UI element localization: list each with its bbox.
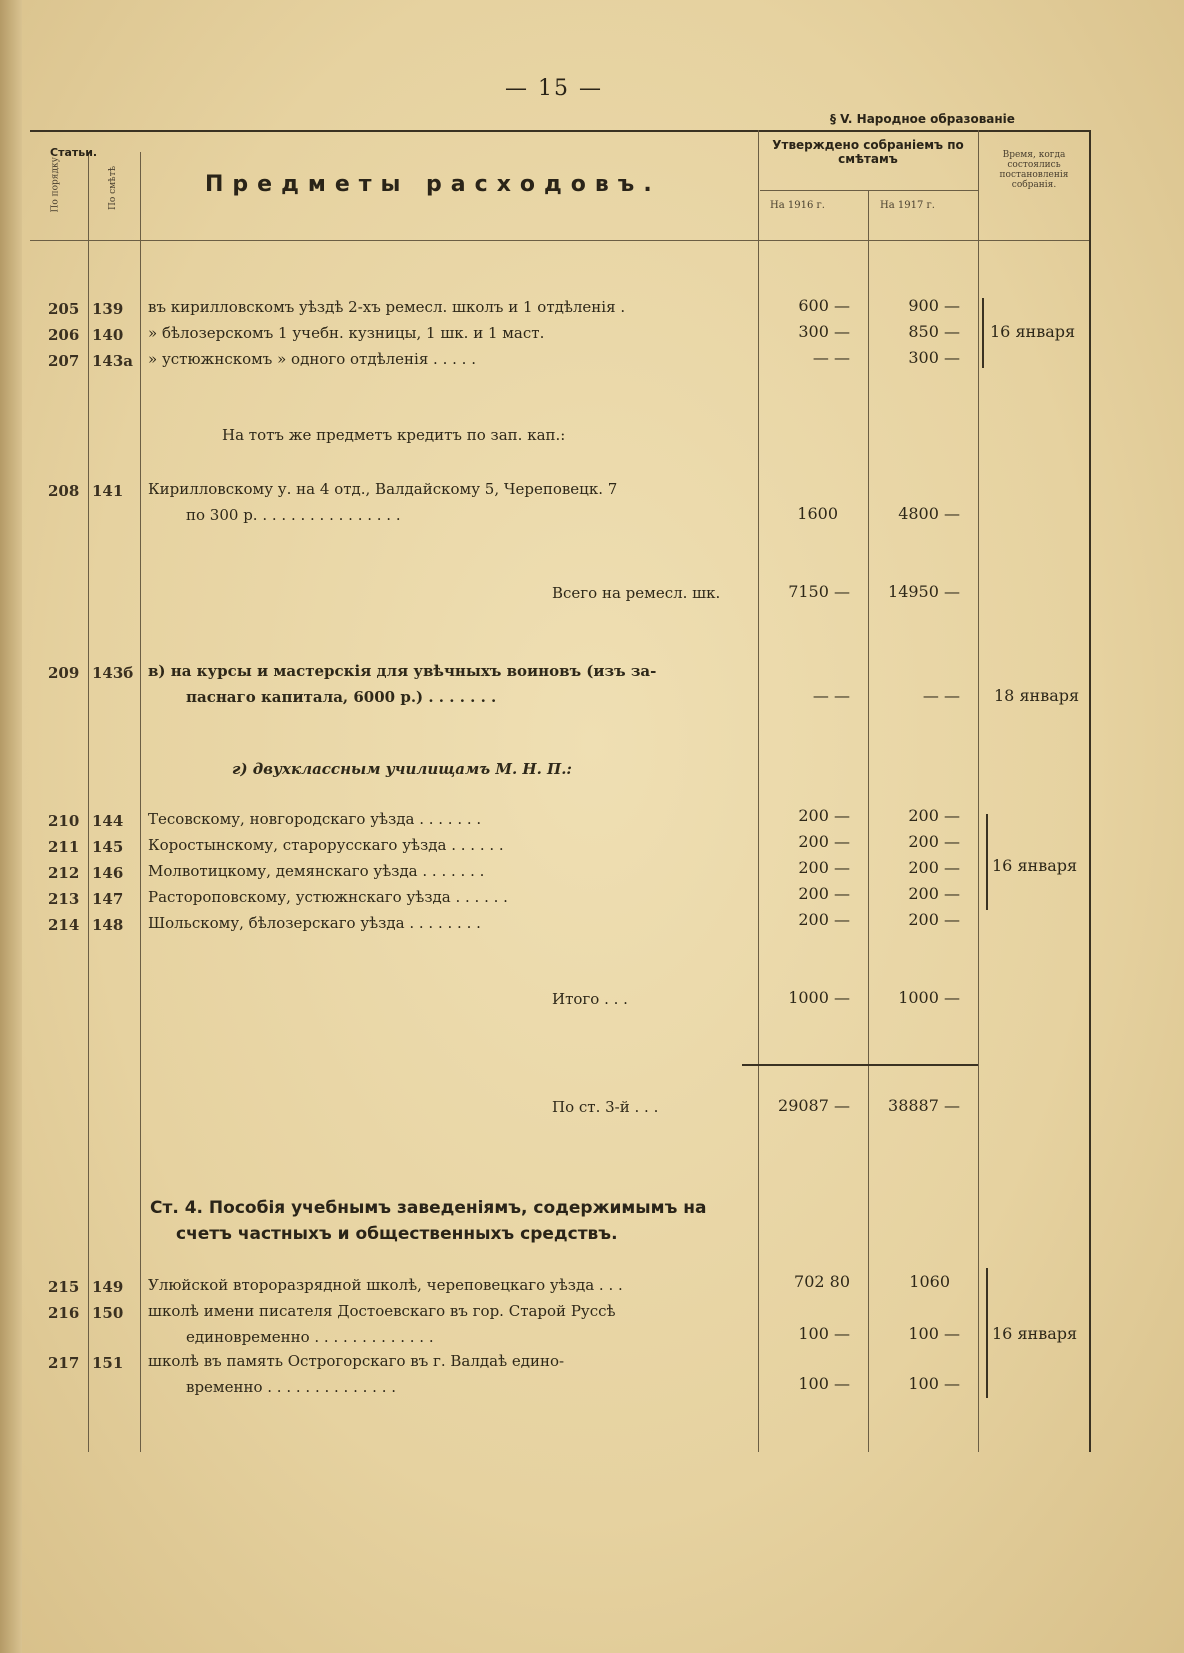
col-poryadku-header: По порядку [50, 157, 61, 213]
table-top-rule [30, 130, 1090, 132]
col-divider-4 [868, 190, 869, 1452]
sum-rule [742, 1064, 978, 1066]
header-bottom-rule [30, 240, 1090, 241]
amount-1917: — — [922, 686, 960, 705]
section-title: § V. Народное образованіе [830, 112, 1015, 126]
amount-1917: 1060 [909, 1272, 950, 1291]
amount-1916: — — [812, 348, 850, 367]
amount-1916: 200 — [798, 910, 850, 929]
row-text: » устюжнскомъ » одного отдѣленія . . . . . [148, 350, 476, 368]
group-brace [982, 298, 984, 368]
col-divider-5 [978, 130, 979, 1452]
row-s: 149 [92, 1278, 124, 1296]
amount-1916: 100 — [798, 1374, 850, 1393]
row-text: в) на курсы и мастерскія для увѣчныхъ воиновъ (изъ за- [148, 662, 657, 680]
stati-header: Статьи. [50, 146, 98, 159]
amount-1916: 600 — [798, 296, 850, 315]
row-n: 211 [48, 838, 80, 856]
row-text-continued: единовременно . . . . . . . . . . . . . [186, 1328, 434, 1346]
row-text: школѣ имени писателя Достоевскаго въ гор. Старой Руссѣ [148, 1302, 616, 1320]
amount-1916: 300 — [798, 322, 850, 341]
row-text-continued: паснаго капитала, 6000 р.) . . . . . . . [186, 688, 497, 706]
amount-1916: — — [812, 686, 850, 705]
col-divider-2 [140, 152, 141, 1452]
group-brace [986, 1268, 988, 1398]
table-right-rule [1089, 130, 1091, 1452]
row-s: 146 [92, 864, 124, 882]
row-n: 214 [48, 916, 80, 934]
row-s: 139 [92, 300, 124, 318]
row-n: 212 [48, 864, 80, 882]
approved-header: Утверждено собраніемъ по смѣтамъ [772, 138, 964, 166]
row-n: 217 [48, 1354, 80, 1372]
row-n: 206 [48, 326, 80, 344]
decision-date: 16 января [992, 1324, 1078, 1343]
row-s: 140 [92, 326, 124, 344]
col-divider-1 [88, 152, 89, 1452]
table-title: Предметы расходовъ. [205, 172, 661, 197]
amount-1917: 100 — [908, 1324, 960, 1343]
decision-date: 16 января [990, 322, 1076, 341]
amount-1916: 200 — [798, 806, 850, 825]
amount-1917: 200 — [908, 910, 960, 929]
row-s: 143а [92, 352, 134, 370]
row-s: 141 [92, 482, 124, 500]
amount-1917: 200 — [908, 884, 960, 903]
row-text: Тесовскому, новгородскаго уѣзда . . . . . . . [148, 810, 482, 828]
itogo-label: Итого . . . [552, 990, 628, 1008]
amount-1917: 850 — [908, 322, 960, 341]
row-n: 213 [48, 890, 80, 908]
row-s: 143б [92, 664, 134, 682]
amount-1917: 200 — [908, 858, 960, 877]
amount-1917: 900 — [908, 296, 960, 315]
row-n: 209 [48, 664, 80, 682]
amount-1917: 4800 — [898, 504, 960, 523]
year-1917-header: На 1917 г. [880, 200, 935, 211]
row-s: 144 [92, 812, 124, 830]
row-text: Шольскому, бѣлозерскаго уѣзда . . . . . . . . [148, 914, 481, 932]
row-n: 205 [48, 300, 80, 318]
row-n: 210 [48, 812, 80, 830]
row-text: въ кирилловскомъ уѣздѣ 2-хъ ремесл. школъ и 1 отдѣленія . [148, 298, 626, 316]
row-text-continued: временно . . . . . . . . . . . . . . [186, 1378, 396, 1396]
col-divider-3 [758, 130, 759, 1452]
amount-1917: 200 — [908, 832, 960, 851]
amount-1917: 200 — [908, 806, 960, 825]
col-smete-header: По смѣтѣ [108, 165, 118, 210]
amount-1916: 29087 — [778, 1096, 850, 1115]
amount-1917: 300 — [908, 348, 960, 367]
amount-1916: 702 80 [794, 1272, 850, 1291]
page-number: — 15 — [505, 76, 603, 101]
row-text: школѣ въ память Острогорскаго въ г. Валдаѣ едино- [148, 1352, 565, 1370]
row-text: Кирилловскому у. на 4 отд., Валдайскому 5, Череповецк. 7 [148, 480, 618, 498]
amount-1916: 200 — [798, 884, 850, 903]
year-1916-header: На 1916 г. [770, 200, 825, 211]
st4-heading-line2: счетъ частныхъ и общественныхъ средствъ. [176, 1224, 618, 1244]
page-binding-edge [0, 0, 22, 1653]
amount-1917: 38887 — [888, 1096, 960, 1115]
row-text: Коростынскому, старорусскаго уѣзда . . . . . . [148, 836, 504, 854]
row-n: 215 [48, 1278, 80, 1296]
subheading-schools: г) двухклассным училищамъ М. Н. П.: [232, 760, 572, 778]
row-n: 208 [48, 482, 80, 500]
row-s: 151 [92, 1354, 124, 1372]
row-s: 148 [92, 916, 124, 934]
row-text: Растороповскому, устюжнскаго уѣзда . . . . . . [148, 888, 508, 906]
row-s: 147 [92, 890, 124, 908]
decision-date: 18 января [994, 686, 1080, 705]
row-text: Улюйской второразрядной школѣ, череповецкаго уѣзда . . . [148, 1276, 623, 1294]
amount-1917: 100 — [908, 1374, 960, 1393]
row-s: 150 [92, 1304, 124, 1322]
row-n: 216 [48, 1304, 80, 1322]
row-s: 145 [92, 838, 124, 856]
row-n: 207 [48, 352, 80, 370]
st3-total-label: По ст. 3-й . . . [552, 1098, 659, 1116]
amount-1916: 100 — [798, 1324, 850, 1343]
row-text: » бѣлозерскомъ 1 учебн. кузницы, 1 шк. и 1 маст. [148, 324, 545, 342]
amount-1916: 1600 [797, 504, 838, 523]
total-crafts-label: Всего на ремесл. шк. [552, 584, 721, 602]
amount-1916: 200 — [798, 832, 850, 851]
amount-1916: 7150 — [788, 582, 850, 601]
row-text: Молвотицкому, демянскаго уѣзда . . . . . . . [148, 862, 485, 880]
decision-date: 16 января [992, 856, 1078, 875]
amount-1917: 14950 — [888, 582, 960, 601]
group-brace [986, 814, 988, 910]
approved-subrule [760, 190, 978, 191]
st4-heading-line1: Ст. 4. Пособія учебнымъ заведеніямъ, содержимымъ на [150, 1198, 707, 1218]
row-text-continued: по 300 р. . . . . . . . . . . . . . . . [186, 506, 401, 524]
credit-heading: На тотъ же предметъ кредитъ по зап. кап.: [222, 426, 566, 444]
decision-time-header: Время, когда состоялись постановленія собранія. [999, 150, 1069, 190]
amount-1916: 1000 — [788, 988, 850, 1007]
amount-1916: 200 — [798, 858, 850, 877]
amount-1917: 1000 — [898, 988, 960, 1007]
